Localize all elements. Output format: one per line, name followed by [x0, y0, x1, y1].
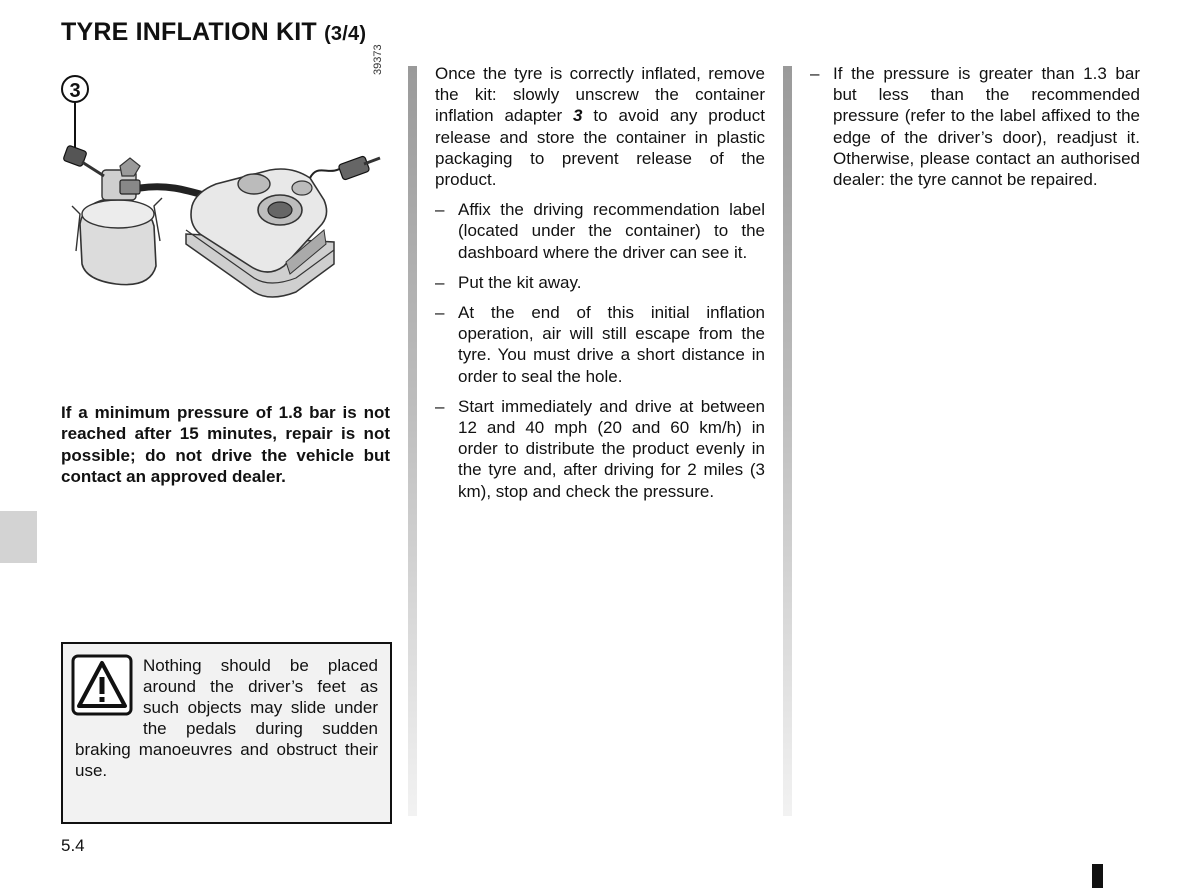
page-title-main: TYRE INFLATION KIT [61, 18, 317, 46]
intro-text-end: to avoid any product release and store the container in plastic packaging to prevent release of the product. [435, 106, 765, 190]
intro-paragraph [435, 63, 765, 190]
page-number: 5.4 [61, 836, 85, 855]
middle-column [435, 63, 765, 511]
list-item [435, 302, 765, 387]
list-item-text: If the pressure is greater than 1.3 bar but less than the recommended pressure (refer to the label affixed to the edge of the driver’s door), readjust it. Otherwise, please contact an authorised dealer: the tyre cannot be repaired. [833, 64, 1140, 190]
page-title-suffix: (3/4) [324, 23, 367, 45]
dash-bullet: – [435, 200, 445, 220]
list-item [435, 199, 765, 263]
list-item-text: Start immediately and drive at between 12 and 40 mph (20 and 60 km/h) in order to distribute the product evenly in the tyre and, after driving for 2 miles (3 km), stop and check the pressure. [458, 396, 765, 501]
minimum-pressure-warning: If a minimum pressure of 1.8 bar is not reached after 15 minutes, repair is not possible; do not drive the vehicle but contact an approved dealer. [61, 403, 390, 486]
figure-number: 39373 [372, 44, 384, 75]
list-item-text: At the end of this initial inflation operation, air will still escape from the tyre. You must drive a short distance in order to seal the hole. [458, 303, 765, 386]
callout-number: 3 [69, 80, 81, 102]
warning-box-text: Nothing should be placed around the driver’s feet as such objects may slide under the pedals during sudden braking manoeuvres and obstruct their use. [75, 656, 378, 781]
callout-marker [62, 76, 88, 148]
chapter-tab-marker [0, 511, 37, 563]
intro-text: Once the tyre is correctly inflated, remove the kit: slowly unscrew the container inflation adapter [435, 64, 765, 126]
list-item [435, 396, 765, 502]
column-divider-left [408, 66, 417, 816]
intro-reference-number: 3 [573, 106, 583, 126]
page-title [61, 18, 366, 47]
right-column [810, 63, 1140, 199]
sealant-container-drawing [63, 145, 162, 285]
list-item-text: Affix the driving recommendation label (located under the container) to the dashboard where the driver can see it. [458, 200, 765, 262]
page-end-marker [1092, 864, 1103, 888]
cigarette-lighter-plug-drawing [338, 156, 380, 181]
dash-bullet: – [435, 272, 445, 292]
dash-bullet: – [810, 64, 820, 83]
warning-triangle-icon [71, 654, 133, 716]
list-item-text: Put the kit away. [458, 272, 582, 292]
list-item [810, 63, 1140, 190]
dash-bullet: – [435, 396, 445, 416]
inflation-kit-illustration [58, 66, 390, 328]
list-item [435, 272, 765, 293]
column-divider-right [783, 66, 792, 816]
compressor-drawing [186, 169, 334, 297]
dash-bullet: – [435, 303, 445, 323]
warning-box [61, 642, 392, 824]
